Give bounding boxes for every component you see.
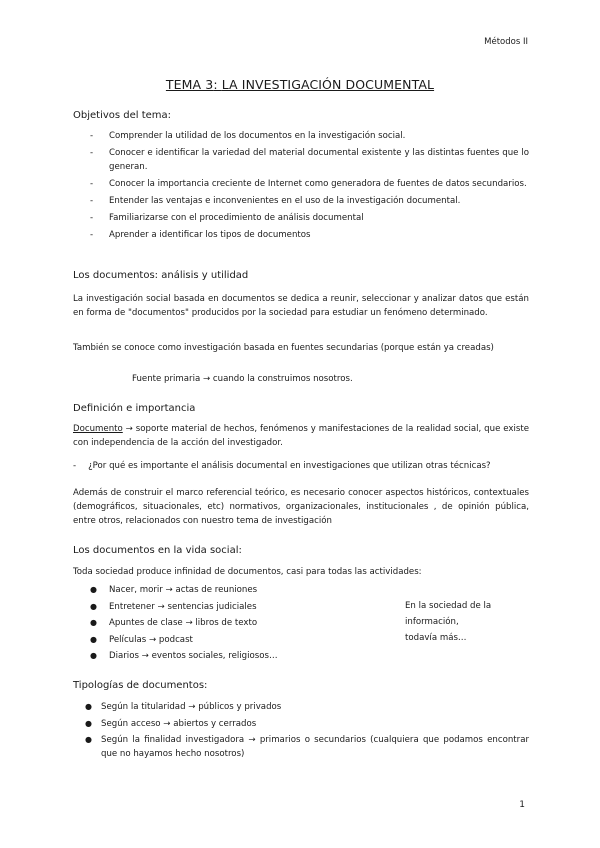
list-item: ● Películas → podcast xyxy=(90,634,193,645)
list-item: - Conocer la importancia creciente de Internet como generadora de fuentes de datos secundarios. xyxy=(90,179,527,189)
vida-social-list xyxy=(73,583,403,666)
definition-text: → soporte material de hechos, fenómenos y manifestaciones de la realidad social, que existe con independencia de la acción del investigador. xyxy=(73,424,529,448)
dash-marker: - xyxy=(90,230,94,240)
vida-social-intro: Toda sociedad produce infinidad de documentos, casi para todas las actividades: xyxy=(73,567,422,577)
list-item: - Conocer e identificar la variedad del material documental existente y las distintas fuentes que lo generan. xyxy=(90,148,529,172)
title-separator: : xyxy=(213,77,222,92)
analisis-paragraph-3: Fuente primaria → cuando la construimos nosotros. xyxy=(132,374,353,384)
list-item: ● Nacer, morir → actas de reuniones xyxy=(90,585,258,595)
bullet-icon: ● xyxy=(90,651,97,660)
bullet-icon: ● xyxy=(90,618,97,627)
analisis-paragraph-1: La investigación social basada en documentos se dedica a reunir, seleccionar y analizar datos que están en forma de "documentos" producidos por la sociedad para estudiar un fenómeno determinado. xyxy=(73,294,529,318)
bullet-icon: ● xyxy=(85,735,92,744)
dash-marker: - xyxy=(90,148,94,158)
list-item: ● Apuntes de clase → libros de texto xyxy=(90,618,258,628)
title-text: LA INVESTIGACIÓN DOCUMENTAL xyxy=(221,77,435,92)
bullet-icon: ● xyxy=(85,702,92,711)
dash-marker: - xyxy=(73,461,77,471)
list-item: - Comprender la utilidad de los documentos en la investigación social. xyxy=(90,131,406,141)
bullet-icon: ● xyxy=(90,585,97,594)
tipologias-heading: Tipologías de documentos: xyxy=(73,680,208,691)
definition-term: Documento xyxy=(73,424,123,434)
list-item: ● Según acceso → abiertos y cerrados xyxy=(85,718,257,729)
definicion-answer: Además de construir el marco referencial teórico, es necesario conocer aspectos históricos, contextuales (demográficos, situacionales, etc) normativos, organizacionales, institucionales , de opinión pública, entre otros, relacionados con nuestro tema de investigación xyxy=(73,488,529,526)
list-item: ● Según la finalidad investigadora → primarios o secundarios (cualquiera que podamos encontrar que no hayamos hecho nosotros) xyxy=(85,735,529,759)
page-title xyxy=(0,77,600,92)
vida-social-heading: Los documentos en la vida social: xyxy=(73,545,242,556)
title-prefix: TEMA 3 xyxy=(165,77,214,92)
list-item: - Familiarizarse con el procedimiento de análisis documental xyxy=(90,213,364,223)
definicion-paragraph xyxy=(73,422,529,450)
tipologias-list xyxy=(73,700,529,764)
bullet-icon: ● xyxy=(90,601,97,611)
bullet-icon: ● xyxy=(90,634,97,644)
definicion-heading: Definición e importancia xyxy=(73,403,196,414)
dash-marker: - xyxy=(90,131,94,141)
dash-marker: - xyxy=(90,179,94,189)
dash-marker: - xyxy=(90,196,94,206)
question-text: ¿Por qué es importante el análisis documental en investigaciones que utilizan otras técnicas? xyxy=(88,461,491,471)
analisis-heading: Los documentos: análisis y utilidad xyxy=(73,270,249,281)
list-item: ● Según la titularidad → públicos y privados xyxy=(85,702,282,712)
analisis-paragraph-2: También se conoce como investigación basada en fuentes secundarias (porque están ya creadas) xyxy=(73,343,494,353)
definicion-question xyxy=(73,459,529,473)
list-item: ● Diarios → eventos sociales, religiosos… xyxy=(90,651,278,661)
objetivos-heading: Objetivos del tema: xyxy=(73,110,172,121)
page-number: 1 xyxy=(519,800,525,810)
dash-marker: - xyxy=(90,213,94,223)
side-note: En la sociedad de la información, todavía más… xyxy=(405,601,492,643)
header-subject: Métodos II xyxy=(484,37,528,47)
list-item: ● Entretener → sentencias judiciales xyxy=(90,601,257,612)
bullet-icon: ● xyxy=(85,718,92,728)
list-item: - Entender las ventajas e inconvenientes en el uso de la investigación documental. xyxy=(90,196,461,206)
list-item: - Aprender a identificar los tipos de documentos xyxy=(90,230,311,240)
objetivos-list xyxy=(73,129,529,245)
